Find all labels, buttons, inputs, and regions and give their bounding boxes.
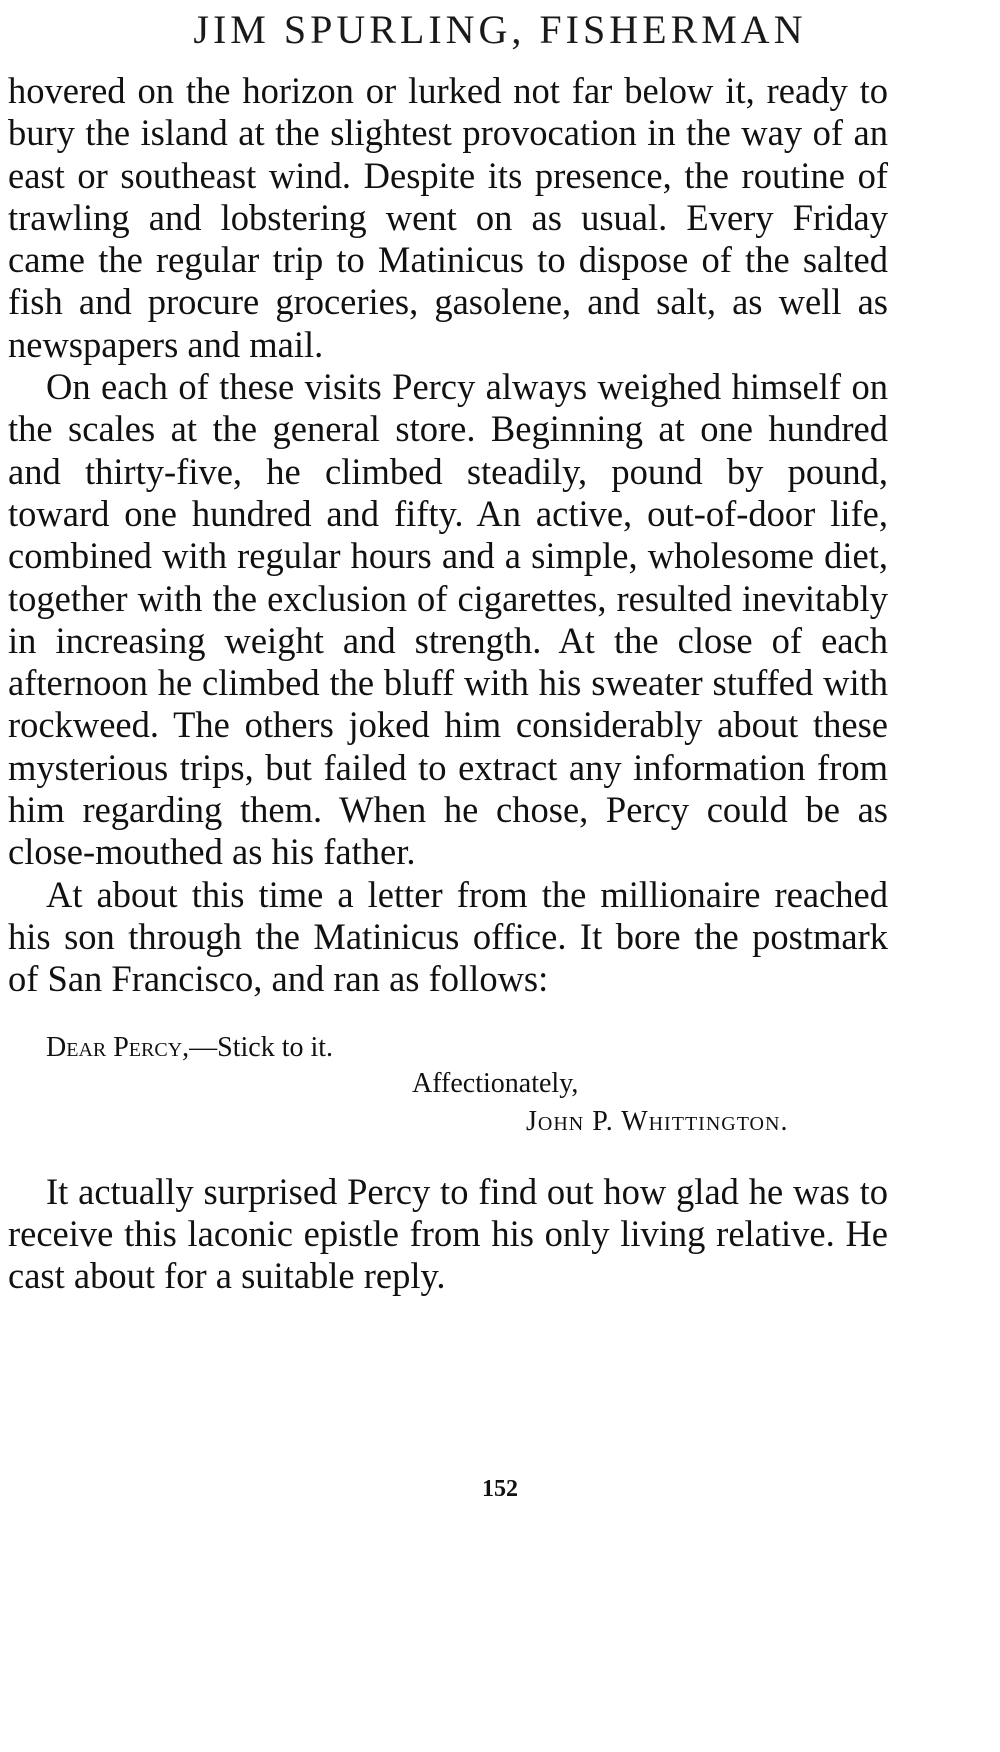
paragraph-reply: It actually surprised Percy to find out how glad he was to receive this laconic epistle from his only living relative. He cast about for a suitable reply.	[8, 1170, 888, 1297]
paragraph-weighing: On each of these visits Percy always weighed himself on the scales at the general store. Beginning at one hundred and thirty-five, he climbed steadily, pound by pound, toward one hundred and fifty. An active, out-of-door life, combined with regular hours and a simple, wholesome diet, together with the exclusion of cigarettes, resulted inevitably in increasing weight and strength. At the close of each afternoon he climbed the bluff with his sweater stuffed with rockweed. The others joked him considerably about these mysterious trips, but failed to extract any information from him regarding them. When he chose, Percy could be as close-mouthed as his father.	[8, 366, 888, 873]
salutation-text: —Stick to it.	[189, 1031, 334, 1063]
quoted-letter	[8, 1031, 888, 1139]
salutation-name: Dear Percy,	[46, 1031, 190, 1063]
page-body	[8, 70, 888, 1297]
page-number: 152	[482, 1476, 518, 1502]
letter-closing: Affectionately,	[412, 1067, 579, 1099]
paragraph-continued: hovered on the horizon or lurked not far below it, ready to bury the island at the slightest provocation in the way of an east or southeast wind. Despite its presence, the routine of trawling and lobstering went on as usual. Every Friday came the regular trip to Matinicus to dispose of the salted fish and procure groceries, gasolene, and salt, as well as newspapers and mail.	[8, 70, 888, 365]
letter-salutation	[8, 1031, 888, 1065]
running-header: JIM SPURLING, FISHERMAN	[193, 7, 807, 52]
paragraph-letter-intro: At about this time a letter from the millionaire reached his son through the Matinicus office. It bore the postmark of San Francisco, and ran as follows:	[8, 873, 888, 1000]
letter-signature: John P. Whittington.	[526, 1105, 789, 1137]
